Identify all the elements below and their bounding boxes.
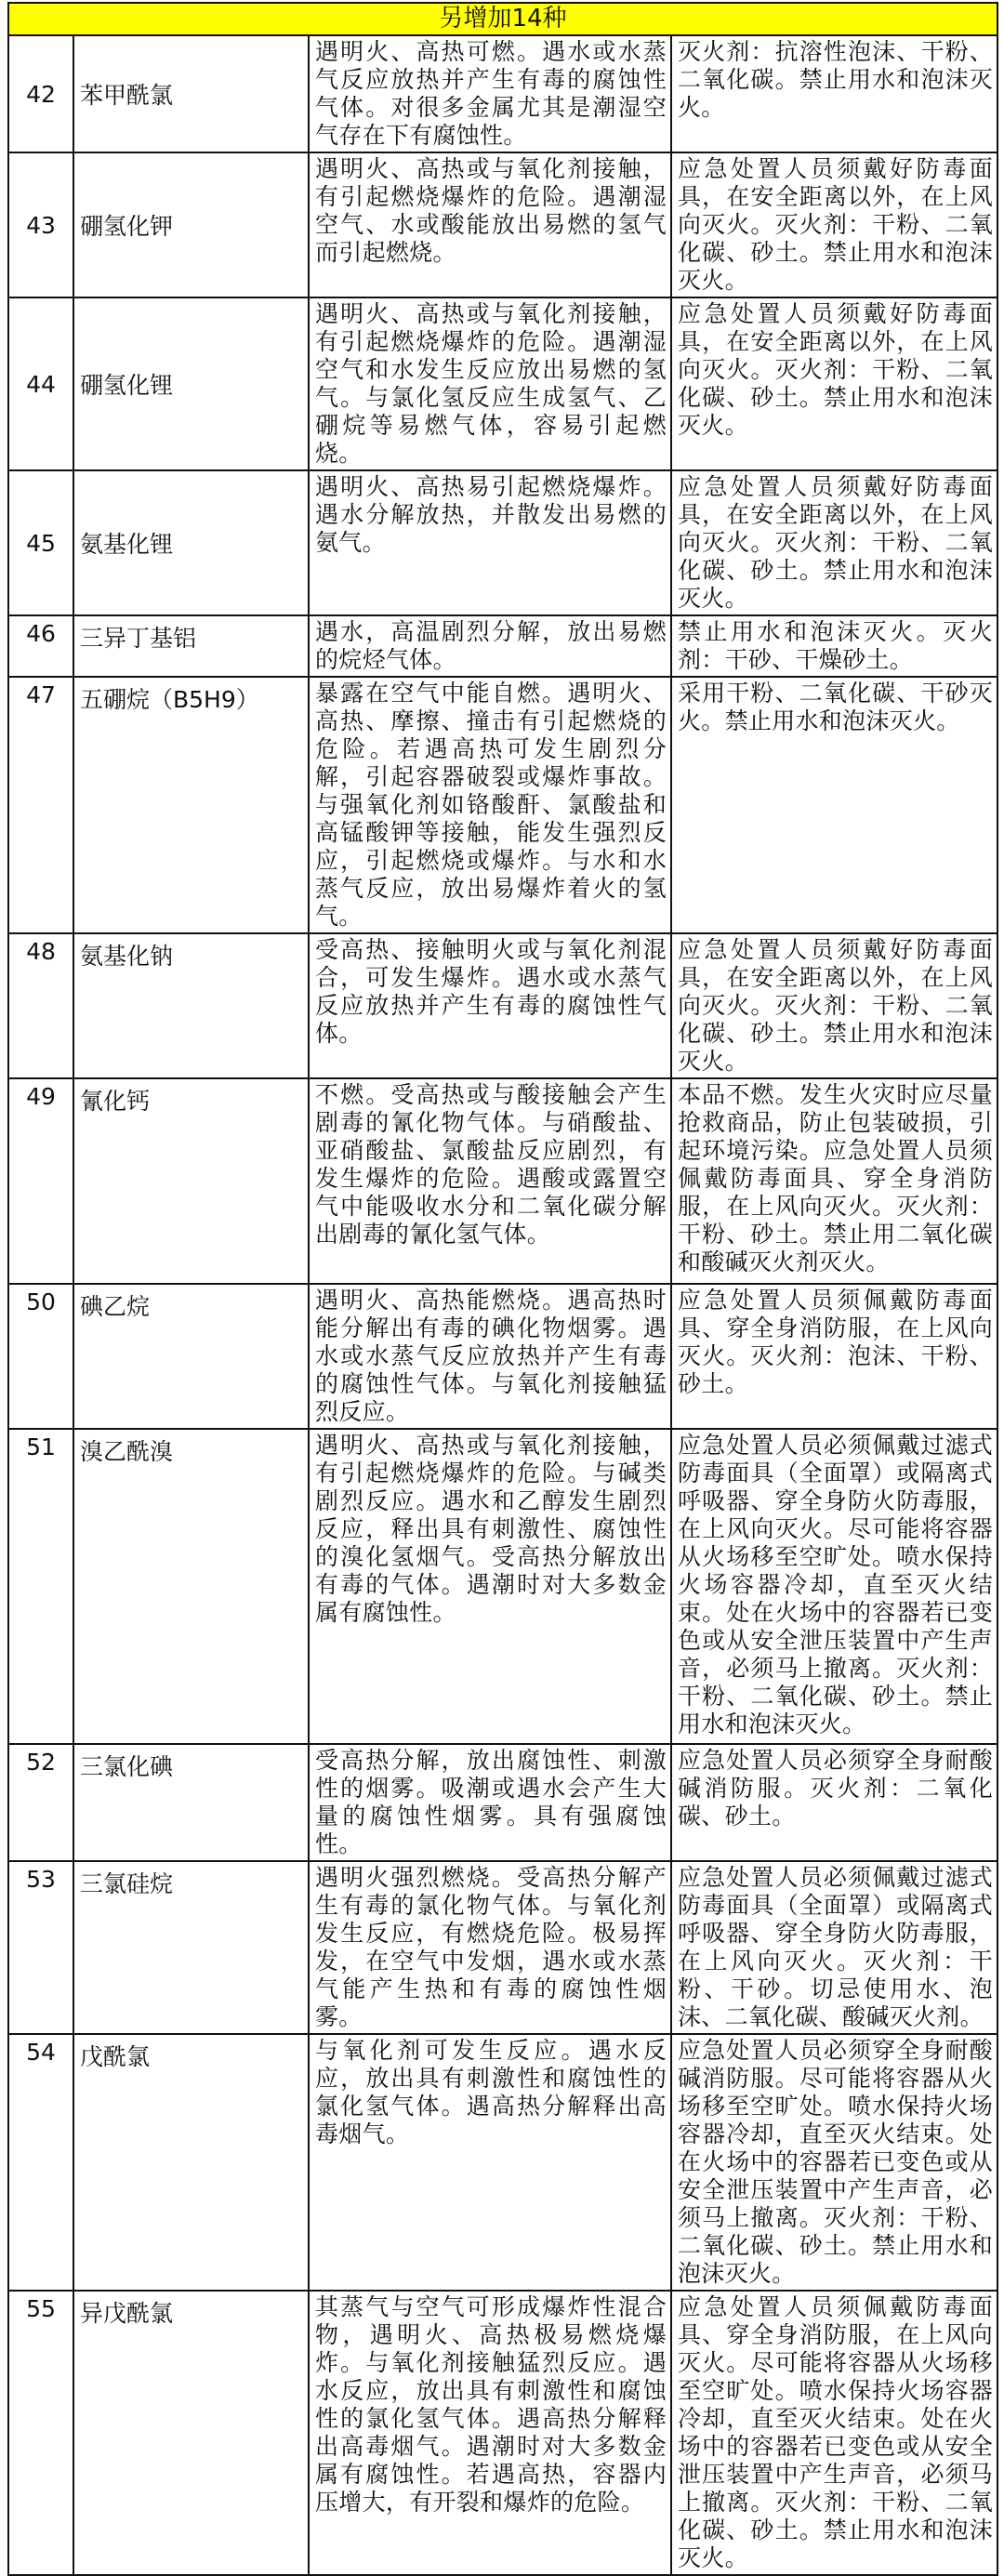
hazard-description: 受高热分解，放出腐蚀性、刺激性的烟雾。吸潮或遇水会产生大量的腐蚀性烟雾。具有强腐蚀性。: [309, 1744, 671, 1861]
chemical-name: 硼氢化锂: [73, 297, 309, 470]
table-row: [8, 1744, 997, 1861]
hazard-description: 遇明火、高热可燃。遇水或水蒸气反应放热并产生有毒的腐蚀性气体。对很多金属尤其是潮湿空气存在下有腐蚀性。: [309, 35, 671, 152]
row-number: 43: [8, 152, 73, 297]
table-row: [8, 2034, 997, 2291]
row-number: 49: [8, 1078, 73, 1284]
hazard-table: [7, 2, 998, 2576]
chemical-name: 三氯硅烷: [73, 1861, 309, 2034]
row-number: 52: [8, 1744, 73, 1861]
firefighting-measures: 应急处置人员必须穿全身耐酸碱消防服。尽可能将容器从火场移至空旷处。喷水保持火场容器冷却，直至灭火结束。处在火场中的容器若已变色或从安全泄压装置中产生声音，必须马上撤离。灭火剂：干粉、二氧化碳、砂土。禁止用水和泡沫灭火。: [671, 2034, 997, 2291]
row-number: 51: [8, 1429, 73, 1744]
table-row: [8, 297, 997, 470]
chemical-name: 异戊酰氯: [73, 2291, 309, 2575]
row-number: 55: [8, 2291, 73, 2575]
hazard-description: 遇明火强烈燃烧。受高热分解产生有毒的氯化物气体。与氧化剂发生反应，有燃烧危险。极易挥发，在空气中发烟，遇水或水蒸气能产生热和有毒的腐蚀性烟雾。: [309, 1861, 671, 2034]
row-number: 50: [8, 1284, 73, 1429]
hazard-description: 遇明火、高热或与氧化剂接触，有引起燃烧爆炸的危险。遇潮湿空气和水发生反应放出易燃的氢气。与氯化氢反应生成氢气、乙硼烷等易燃气体，容易引起燃烧。: [309, 297, 671, 470]
row-number: 47: [8, 677, 73, 933]
firefighting-measures: 采用干粉、二氧化碳、干砂灭火。禁止用水和泡沫灭火。: [671, 677, 997, 933]
hazard-description: 遇明火、高热能燃烧。遇高热时能分解出有毒的碘化物烟雾。遇水或水蒸气反应放热并产生有毒的腐蚀性气体。与氧化剂接触猛烈反应。: [309, 1284, 671, 1429]
hazard-description: 遇明火、高热或与氧化剂接触，有引起燃烧爆炸的危险。与碱类剧烈反应。遇水和乙醇发生剧烈反应，释出具有刺激性、腐蚀性的溴化氢烟气。受高热分解放出有毒的气体。遇潮时对大多数金属有腐蚀性。: [309, 1429, 671, 1744]
row-number: 46: [8, 615, 73, 677]
table-row: [8, 677, 997, 933]
firefighting-measures: 禁止用水和泡沫灭火。灭火剂：干砂、干燥砂土。: [671, 615, 997, 677]
table-row: [8, 1861, 997, 2034]
firefighting-measures: 应急处置人员须佩戴防毒面具、穿全身消防服，在上风向灭火。灭火剂：泡沫、干粉、砂土。: [671, 1284, 997, 1429]
chemical-name: 三异丁基铝: [73, 615, 309, 677]
row-number: 45: [8, 470, 73, 615]
hazard-description: 遇水，高温剧烈分解，放出易燃的烷烃气体。: [309, 615, 671, 677]
table-row: [8, 470, 997, 615]
firefighting-measures: 应急处置人员必须佩戴过滤式防毒面具（全面罩）或隔离式呼吸器、穿全身防火防毒服，在上风向灭火。灭火剂：干粉、干砂。切忌使用水、泡沫、二氧化碳、酸碱灭火剂。: [671, 1861, 997, 2034]
firefighting-measures: 应急处置人员须佩戴防毒面具、穿全身消防服，在上风向灭火。尽可能将容器从火场移至空旷处。喷水保持火场容器冷却，直至灭火结束。处在火场中的容器若已变色或从安全泄压装置中产生声音，必须马上撤离。灭火剂：干粉、二氧化碳、砂土。禁止用水和泡沫灭火。: [671, 2291, 997, 2575]
chemical-name: 氰化钙: [73, 1078, 309, 1284]
firefighting-measures: 本品不燃。发生火灾时应尽量抢救商品，防止包装破损，引起环境污染。应急处置人员须佩戴防毒面具、穿全身消防服，在上风向灭火。灭火剂：干粉、砂土。禁止用二氧化碳和酸碱灭火剂灭火。: [671, 1078, 997, 1284]
chemical-name: 氨基化锂: [73, 470, 309, 615]
table-row: [8, 35, 997, 152]
chemical-name: 五硼烷（B5H9）: [73, 677, 309, 933]
chemical-name: 碘乙烷: [73, 1284, 309, 1429]
chemical-name: 氨基化钠: [73, 933, 309, 1078]
firefighting-measures: 应急处置人员必须佩戴过滤式防毒面具（全面罩）或隔离式呼吸器、穿全身防火防毒服，在上风向灭火。尽可能将容器从火场移至空旷处。喷水保持火场容器冷却，直至灭火结束。处在火场中的容器若已变色或从安全泄压装置中产生声音，必须马上撤离。灭火剂：干粉、二氧化碳、砂土。禁止用水和泡沫灭火。: [671, 1429, 997, 1744]
banner-row: [8, 3, 997, 35]
table-row: [8, 1078, 997, 1284]
firefighting-measures: 应急处置人员须戴好防毒面具，在安全距离以外，在上风向灭火。灭火剂：干粉、二氧化碳、砂土。禁止用水和泡沫灭火。: [671, 297, 997, 470]
table-row: [8, 1429, 997, 1744]
hazard-description: 受高热、接触明火或与氧化剂混合，可发生爆炸。遇水或水蒸气反应放热并产生有毒的腐蚀性气体。: [309, 933, 671, 1078]
row-number: 48: [8, 933, 73, 1078]
banner-title: 另增加14种: [8, 3, 997, 35]
row-number: 44: [8, 297, 73, 470]
table-row: [8, 2291, 997, 2575]
hazard-description: 其蒸气与空气可形成爆炸性混合物，遇明火、高热极易燃烧爆炸。与氧化剂接触猛烈反应。遇水反应，放出具有刺激性和腐蚀性的氯化氢气体。遇高热分解释出高毒烟气。遇潮时对大多数金属有腐蚀性。若遇高热，容器内压增大，有开裂和爆炸的危险。: [309, 2291, 671, 2575]
table-row: [8, 152, 997, 297]
table-row: [8, 615, 997, 677]
table-row: [8, 933, 997, 1078]
firefighting-measures: 应急处置人员须戴好防毒面具，在安全距离以外，在上风向灭火。灭火剂：干粉、二氧化碳、砂土。禁止用水和泡沫灭火。: [671, 470, 997, 615]
hazard-description: 遇明火、高热易引起燃烧爆炸。遇水分解放热，并散发出易燃的氨气。: [309, 470, 671, 615]
hazard-description: 暴露在空气中能自燃。遇明火、高热、摩擦、撞击有引起燃烧的危险。若遇高热可发生剧烈分解，引起容器破裂或爆炸事故。与强氧化剂如铬酸酐、氯酸盐和高锰酸钾等接触，能发生强烈反应，引起燃烧或爆炸。与水和水蒸气反应，放出易爆炸着火的氢气。: [309, 677, 671, 933]
firefighting-measures: 应急处置人员必须穿全身耐酸碱消防服。灭火剂：二氧化碳、砂土。: [671, 1744, 997, 1861]
firefighting-measures: 灭火剂：抗溶性泡沫、干粉、二氧化碳。禁止用水和泡沫灭火。: [671, 35, 997, 152]
row-number: 42: [8, 35, 73, 152]
hazard-description: 遇明火、高热或与氧化剂接触，有引起燃烧爆炸的危险。遇潮湿空气、水或酸能放出易燃的氢气而引起燃烧。: [309, 152, 671, 297]
hazard-description: 与氧化剂可发生反应。遇水反应，放出具有刺激性和腐蚀性的氯化氢气体。遇高热分解释出高毒烟气。: [309, 2034, 671, 2291]
firefighting-measures: 应急处置人员须戴好防毒面具，在安全距离以外，在上风向灭火。灭火剂：干粉、二氧化碳、砂土。禁止用水和泡沫灭火。: [671, 152, 997, 297]
spreadsheet: [7, 2, 997, 2576]
row-number: 54: [8, 2034, 73, 2291]
chemical-name: 溴乙酰溴: [73, 1429, 309, 1744]
table-row: [8, 1284, 997, 1429]
chemical-name: 苯甲酰氯: [73, 35, 309, 152]
chemical-name: 戊酰氯: [73, 2034, 309, 2291]
firefighting-measures: 应急处置人员须戴好防毒面具，在安全距离以外，在上风向灭火。灭火剂：干粉、二氧化碳、砂土。禁止用水和泡沫灭火。: [671, 933, 997, 1078]
row-number: 53: [8, 1861, 73, 2034]
chemical-name: 硼氢化钾: [73, 152, 309, 297]
hazard-description: 不燃。受高热或与酸接触会产生剧毒的氰化物气体。与硝酸盐、亚硝酸盐、氯酸盐反应剧烈，有发生爆炸的危险。遇酸或露置空气中能吸收水分和二氧化碳分解出剧毒的氰化氢气体。: [309, 1078, 671, 1284]
chemical-name: 三氯化碘: [73, 1744, 309, 1861]
